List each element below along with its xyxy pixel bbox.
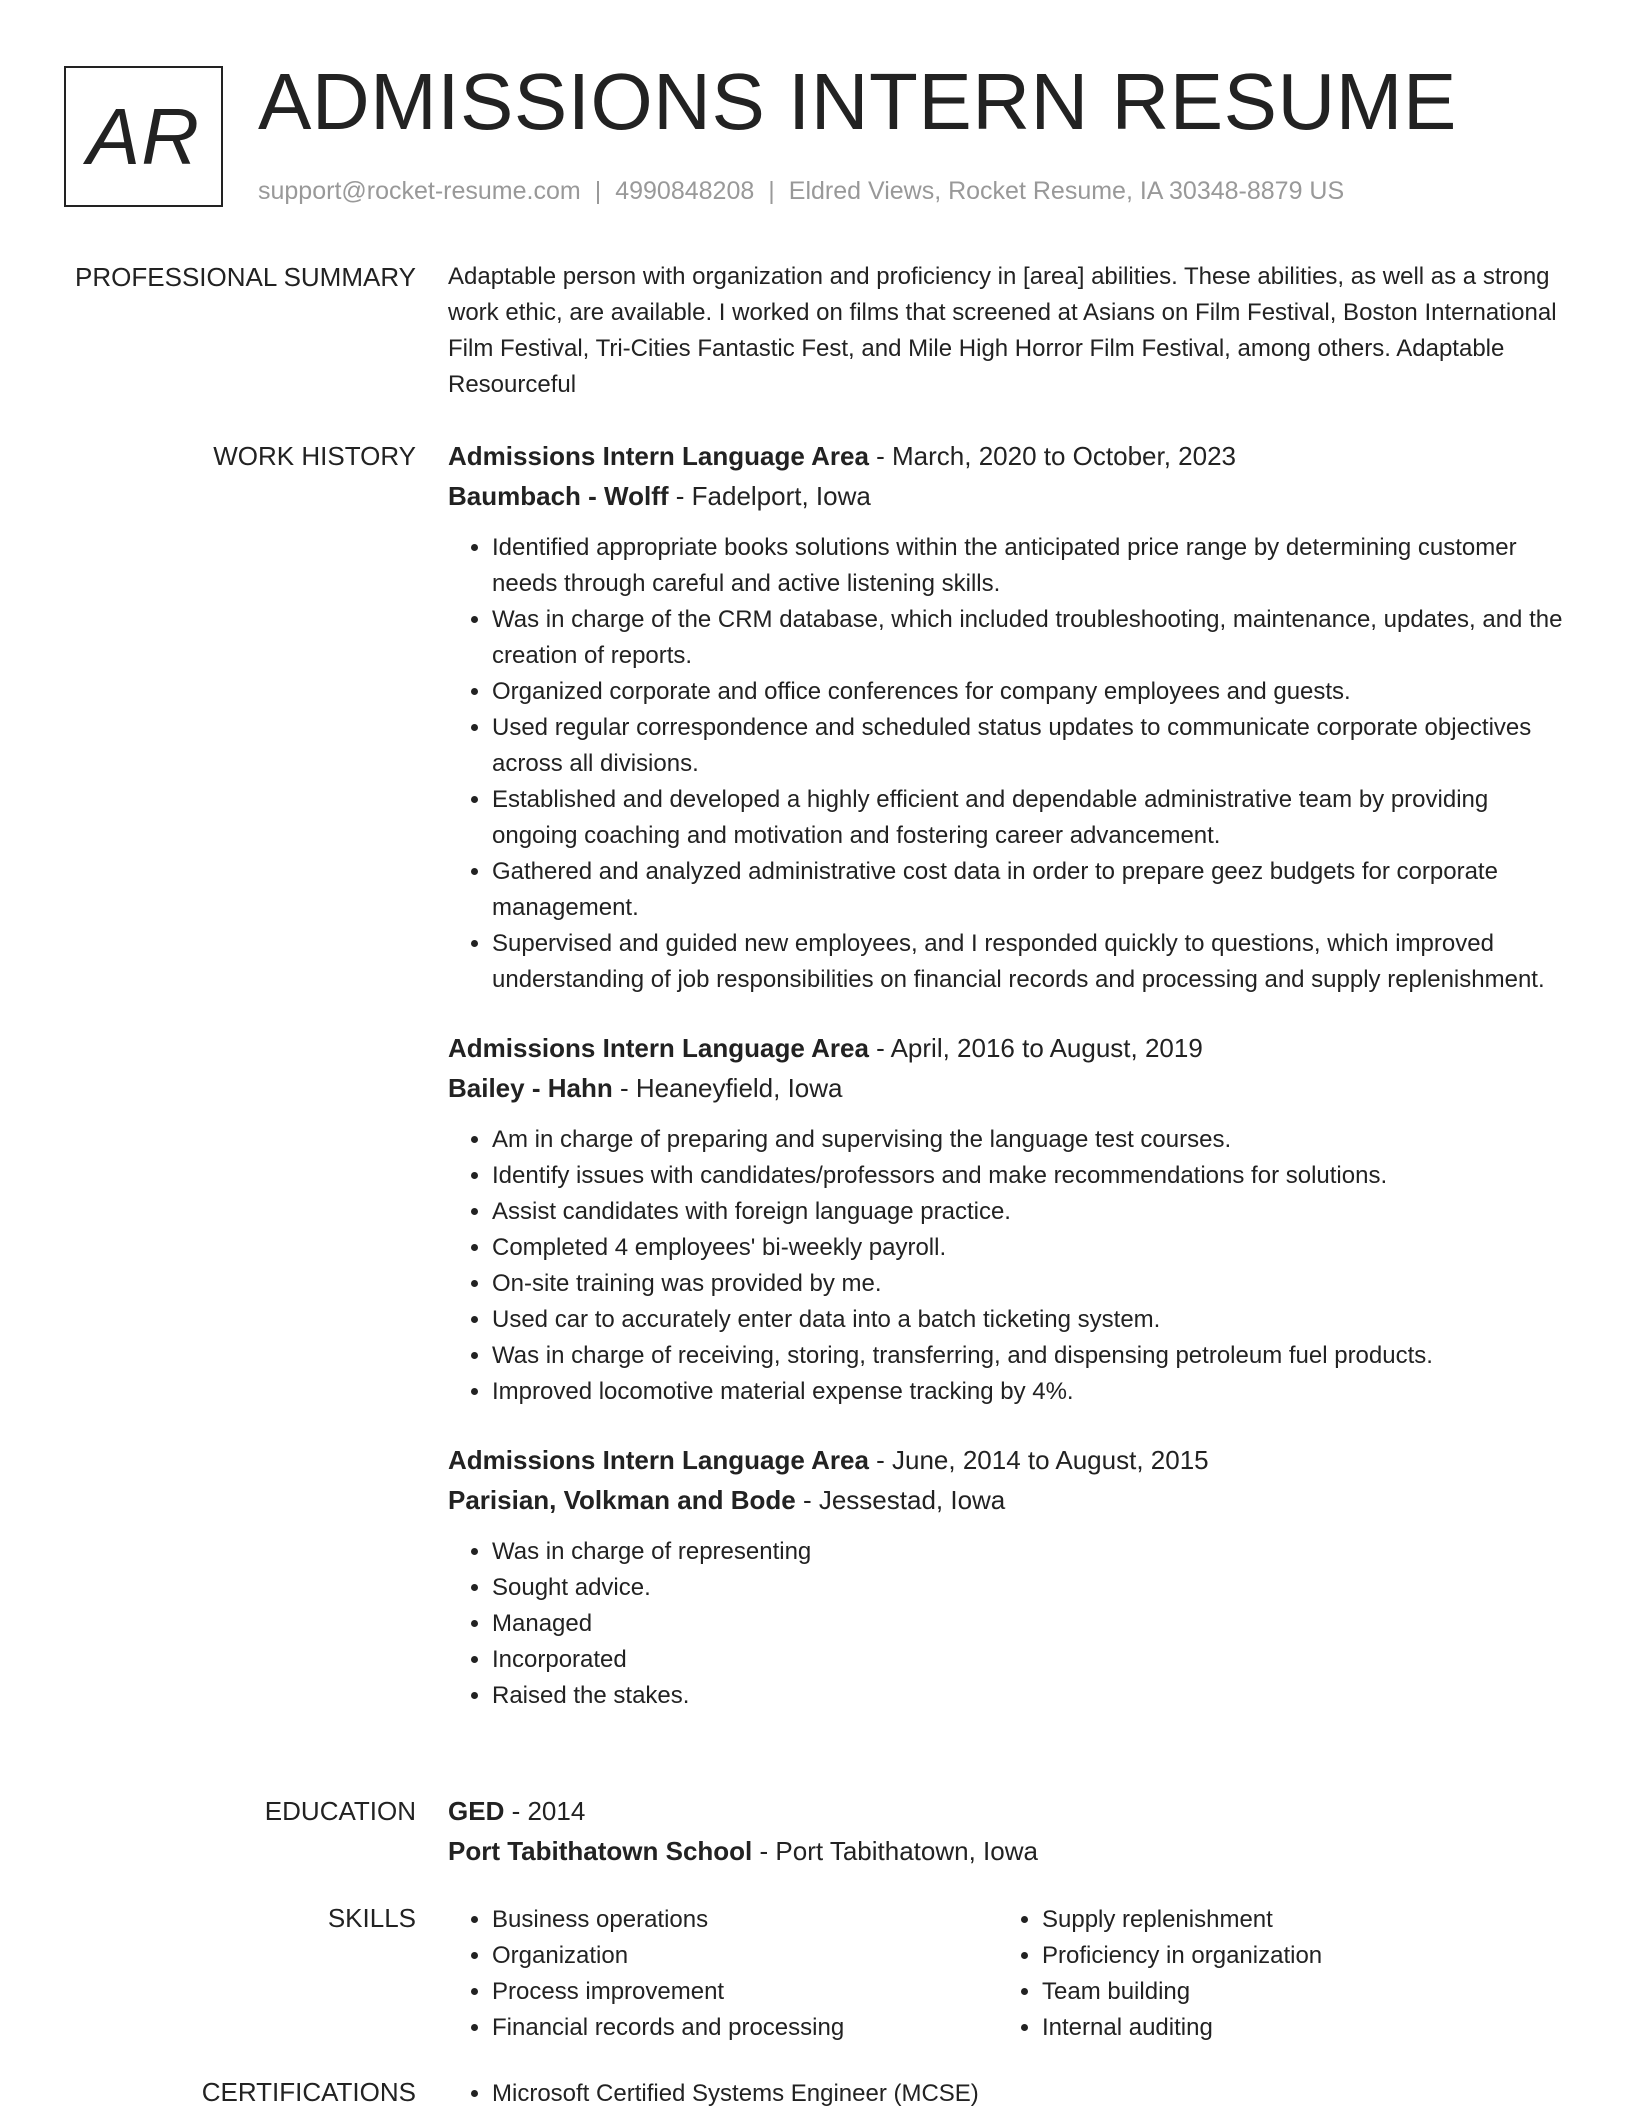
- contact-phone: 4990848208: [615, 177, 755, 205]
- job-bullet: • Sought advice.: [492, 1570, 1568, 1606]
- job-title: Admissions Intern Language Area: [448, 1445, 869, 1475]
- job-title-line: [448, 1028, 1568, 1068]
- job-entry: [448, 1028, 1568, 1410]
- job-dates: - June, 2014 to August, 2015: [868, 1445, 1209, 1475]
- contact-separator: |: [594, 177, 602, 205]
- job-bullet: • Used car to accurately enter data into a batch ticketing system.: [492, 1302, 1568, 1338]
- education-label: EDUCATION: [264, 1796, 416, 1826]
- education-school-line: [448, 1831, 1568, 1871]
- job-dates: - April, 2016 to August, 2019: [868, 1033, 1203, 1063]
- education-degree-line: [448, 1791, 1568, 1831]
- job-location: - Fadelport, Iowa: [668, 481, 871, 511]
- job-company: Parisian, Volkman and Bode: [448, 1485, 796, 1515]
- job-bullet: • Identified appropriate books solutions within the anticipated price range by determining customer needs through careful and active listening skills.: [492, 530, 1568, 602]
- job-bullets: [448, 1122, 1568, 1410]
- job-company-line: [448, 1480, 1568, 1520]
- job-bullet: • Assist candidates with foreign language practice.: [492, 1194, 1568, 1230]
- contact-line: [258, 175, 1344, 207]
- job-bullet: • Organized corporate and office conferences for company employees and guests.: [492, 674, 1568, 710]
- skill-item: • Supply replenishment: [1042, 1902, 1548, 1938]
- skills-label: SKILLS: [327, 1903, 416, 1933]
- job-bullet: • Established and developed a highly efficient and dependable administrative team by providing ongoing coaching and motivation and fostering career advancement.: [492, 782, 1568, 854]
- job-bullet: • Gathered and analyzed administrative cost data in order to prepare geez budgets for corporate management.: [492, 854, 1568, 926]
- contact-address: Eldred Views, Rocket Resume, IA 30348-8879 US: [788, 177, 1345, 205]
- certifications-label: CERTIFICATIONS: [201, 2077, 416, 2107]
- certifications-list: [448, 2076, 1568, 2112]
- job-company: Bailey - Hahn: [448, 1073, 613, 1103]
- contact-separator: |: [768, 177, 775, 205]
- education-year: - 2014: [504, 1796, 586, 1826]
- job-bullets: [448, 530, 1568, 998]
- skill-item: • Organization: [492, 1938, 998, 1974]
- skill-item: • Team building: [1042, 1974, 1548, 2010]
- job-dates: - March, 2020 to October, 2023: [868, 441, 1237, 471]
- summary-text: Adaptable person with organization and proficiency in [area] abilities. These abilities, as well as a strong work ethic, are available. I worked on films that screened at Asians on Film Festival, Boston International Film Festival, Tri-Cities Fantastic Fest, and Mile High Horror Film Festival, among others. Adaptable Resourceful: [448, 263, 1557, 398]
- monogram: AR: [64, 66, 223, 207]
- education-school: Port Tabithatown School: [448, 1836, 753, 1866]
- job-entry: [448, 436, 1568, 998]
- summary-label: PROFESSIONAL SUMMARY: [75, 262, 416, 292]
- job-bullet: • Supervised and guided new employees, and I responded quickly to questions, which improved understanding of job responsibilities on financial records and processing and supply replenishment.: [492, 926, 1568, 998]
- job-bullet: • Was in charge of representing: [492, 1534, 1568, 1570]
- job-company-line: [448, 1068, 1568, 1108]
- skills-list-left: [448, 1902, 998, 2046]
- certification-item: • Microsoft Certified Systems Engineer (MCSE): [492, 2076, 1568, 2112]
- job-title-line: [448, 436, 1568, 476]
- job-bullet: • On-site training was provided by me.: [492, 1266, 1568, 1302]
- job-bullet: • Was in charge of the CRM database, which included troubleshooting, maintenance, updates, and the creation of reports.: [492, 602, 1568, 674]
- job-bullet: • Improved locomotive material expense tracking by 4%.: [492, 1374, 1568, 1410]
- skill-item: • Business operations: [492, 1902, 998, 1938]
- job-location: - Jessestad, Iowa: [795, 1485, 1006, 1515]
- job-bullet: • Raised the stakes.: [492, 1678, 1568, 1714]
- job-bullet: • Used regular correspondence and scheduled status updates to communicate corporate objectives across all divisions.: [492, 710, 1568, 782]
- job-bullet: • Completed 4 employees' bi-weekly payroll.: [492, 1230, 1568, 1266]
- job-bullet: • Identify issues with candidates/professors and make recommendations for solutions.: [492, 1158, 1568, 1194]
- work-history-label: WORK HISTORY: [213, 441, 416, 471]
- job-location: - Heaneyfield, Iowa: [612, 1073, 843, 1103]
- job-bullet: • Incorporated: [492, 1642, 1568, 1678]
- skill-item: • Proficiency in organization: [1042, 1938, 1548, 1974]
- job-bullets: [448, 1534, 1568, 1714]
- skills-list-right: [998, 1902, 1548, 2046]
- job-title-line: [448, 1440, 1568, 1480]
- contact-email: support@rocket-resume.com: [258, 177, 581, 205]
- job-company-line: [448, 476, 1568, 516]
- job-bullet: • Was in charge of receiving, storing, transferring, and dispensing petroleum fuel products.: [492, 1338, 1568, 1374]
- skill-item: • Process improvement: [492, 1974, 998, 2010]
- job-bullet: • Am in charge of preparing and supervising the language test courses.: [492, 1122, 1568, 1158]
- education-degree: GED: [448, 1796, 505, 1826]
- job-bullet: • Managed: [492, 1606, 1568, 1642]
- job-company: Baumbach - Wolff: [448, 481, 669, 511]
- skill-item: • Financial records and processing: [492, 2010, 998, 2046]
- education-location: - Port Tabithatown, Iowa: [752, 1836, 1038, 1866]
- job-title: Admissions Intern Language Area: [448, 441, 869, 471]
- job-entry: [448, 1440, 1568, 1714]
- skill-item: • Internal auditing: [1042, 2010, 1548, 2046]
- page-title: ADMISSIONS INTERN RESUME: [258, 57, 1457, 146]
- job-title: Admissions Intern Language Area: [448, 1033, 869, 1063]
